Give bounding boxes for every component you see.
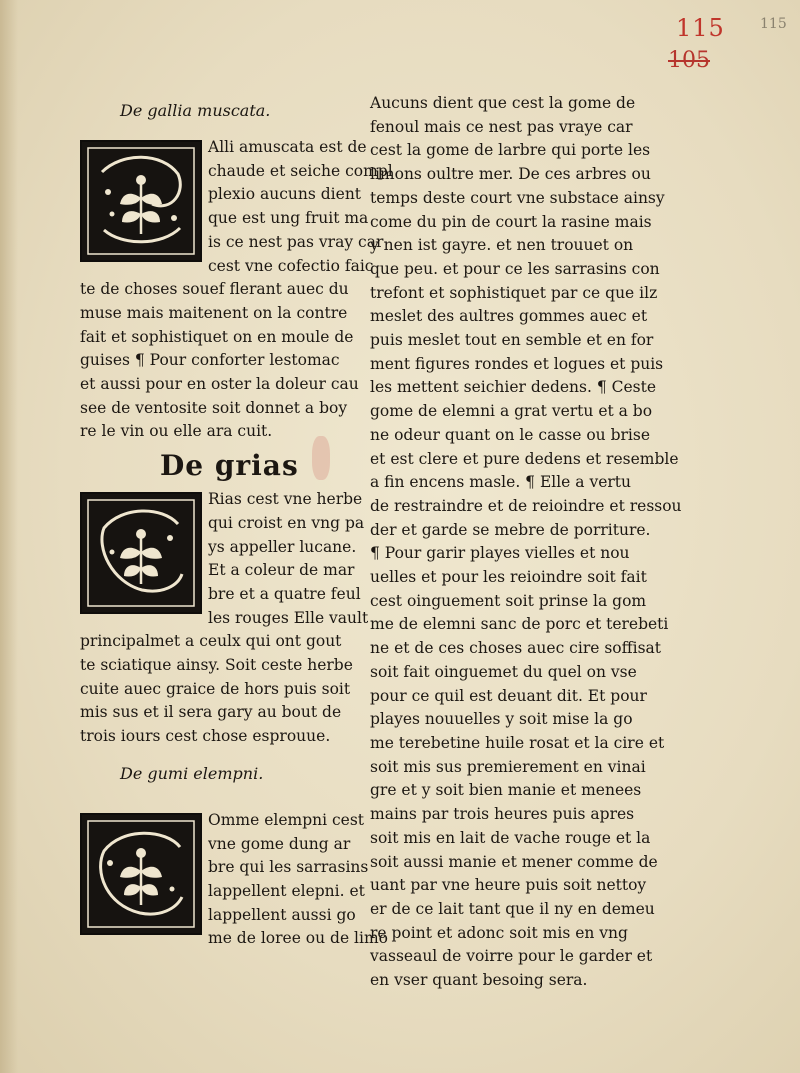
text-line: en vser quant besoing sera. [370, 971, 588, 990]
text-line: cest oinguement soit prinse la gom [370, 591, 647, 610]
text-line: mis sus et il sera gary au bout de [80, 703, 342, 722]
text-line: que peu. et pour ce les sarrasins con [370, 259, 660, 278]
text-line: gre et y soit bien manie et menees [370, 781, 642, 800]
text-line: re point et adonc soit mis en vng [370, 923, 628, 942]
text-line: temps deste court vne substace ainsy [370, 188, 665, 207]
text-line: et aussi pour en oster la doleur cau [80, 375, 359, 394]
old-folio-number: 105 [668, 48, 710, 73]
text-line: Rias cest vne herbe [208, 490, 363, 509]
text-line: Omme elempni cest [208, 810, 365, 829]
text-line: de restraindre et de reioindre et ressou [370, 496, 682, 515]
floral-woodcut-icon [82, 142, 200, 260]
text-line: y nen ist gayre. et nen trouuet on [370, 236, 634, 255]
page-gutter-shadow [0, 0, 18, 1073]
text-line: ne odeur quant on le casse ou brise [370, 425, 650, 444]
text-line: qui croist en vng pa [208, 513, 365, 532]
text-line: te sciatique ainsy. Soit ceste herbe [80, 656, 353, 675]
text-line: see de ventosite soit donnet a boy [80, 398, 348, 417]
text-line: me de elemni sanc de porc et terebeti [370, 615, 669, 634]
section-heading: De gumi elempni. [120, 763, 264, 783]
text-line: soit mis sus premierement en vinai [370, 757, 646, 776]
text-line: que est ung fruit ma [208, 209, 369, 228]
text-line: vne gome dung ar [208, 834, 351, 853]
text-line: Aucuns dient que cest la gome de [370, 94, 636, 112]
floral-woodcut-icon [82, 815, 200, 933]
text-line: lappellent aussi go [208, 905, 356, 924]
text-line: mains par trois heures puis apres [370, 805, 635, 824]
text-line: uelles et pour les reioindre soit fait [370, 568, 647, 587]
floral-woodcut-icon [82, 494, 200, 612]
text-line: les mettent seichier dedens. ¶ Ceste [370, 378, 657, 397]
text-line: cest la gome de larbre qui porte les [370, 141, 651, 160]
text-line: guises ¶ Pour conforter lestomac [80, 351, 340, 370]
text-block [80, 136, 393, 444]
text-line: ¶ Pour garir playes vielles et nou [370, 544, 630, 563]
spacer [80, 799, 352, 809]
text-line: lappellent elepni. et [208, 881, 365, 900]
text-line: soit mis en lait de vache rouge et la [370, 828, 651, 847]
text-line: les rouges Elle vault [208, 608, 369, 627]
floral-initial-icon [80, 813, 202, 935]
text-line: ys appeller lucane. [208, 537, 357, 556]
text-line: bre qui les sarrasins [208, 858, 369, 877]
text-line: er de ce lait tant que il ny en demeu [370, 899, 655, 918]
text-line: me terebetine huile rosat et la cire et [370, 733, 665, 752]
text-line: me de loree ou de limo [208, 929, 388, 948]
folio-number: 115 [676, 14, 725, 42]
text-line: meslet des aultres gommes auec et [370, 307, 648, 326]
text-line: uant par vne heure puis soit nettoy [370, 876, 647, 895]
text-line: pour ce quil est deuant dit. Et pour [370, 686, 647, 705]
text-line: vasseaul de voirre pour le garder et [370, 947, 653, 966]
text-line: a fin encens masle. ¶ Elle a vertu [370, 473, 632, 492]
text-line: fenoul mais ce nest pas vraye car [370, 117, 633, 136]
text-block [80, 488, 369, 749]
text-line: muse mais maitenent on la contre [80, 303, 348, 322]
text-line: playes nouuelles y soit mise la go [370, 710, 633, 729]
left-column [80, 96, 393, 951]
section-heading: De grias [160, 449, 299, 483]
section-heading: De gallia muscata. [120, 101, 271, 120]
text-line: bre et a quatre feul [208, 584, 361, 603]
text-line: cuite auec graice de hors puis soit [80, 679, 351, 698]
text-line: trois iours cest chose esprouue. [80, 727, 331, 746]
text-line: fait et sophistiquet on en moule de [80, 327, 354, 346]
text-line: soit fait oinguemet du quel on vse [370, 662, 637, 681]
floral-initial-icon [80, 140, 202, 262]
text-line: te de choses souef flerant auec du [80, 280, 349, 299]
text-line: chaude et seiche compl [208, 161, 393, 180]
spacer [80, 749, 352, 759]
right-column [370, 92, 682, 993]
floral-initial-icon [80, 492, 202, 614]
text-line: principalmet a ceulx qui ont gout [80, 632, 342, 651]
text-line: puis meslet tout en semble et en for [370, 331, 654, 350]
text-line: soit aussi manie et mener comme de [370, 852, 658, 871]
text-line: re le vin ou elle ara cuit. [80, 422, 273, 441]
text-line: limons oultre mer. De ces arbres ou [370, 165, 651, 184]
text-line: trefont et sophistiquet par ce que ilz [370, 283, 658, 302]
text-line: Et a coleur de mar [208, 561, 355, 580]
text-line: ment figures rondes et logues et puis [370, 354, 664, 373]
text-line: et est clere et pure dedens et resemble [370, 449, 679, 468]
text-line: is ce nest pas vray car [208, 232, 384, 251]
text-block [80, 809, 388, 951]
text-line: gome de elemni a grat vertu et a bo [370, 402, 653, 421]
text-line: cest vne cofectio faic [208, 256, 374, 275]
text-line: ne et de ces choses auec cire soffisat [370, 639, 662, 658]
text-line: come du pin de court la rasine mais [370, 212, 652, 231]
text-line: plexio aucuns dient [208, 185, 362, 204]
pencil-folio-number: 115 [760, 16, 787, 32]
text-line: Alli amuscata est de [208, 138, 367, 156]
text-line: der et garde se mebre de porriture. [370, 520, 651, 539]
